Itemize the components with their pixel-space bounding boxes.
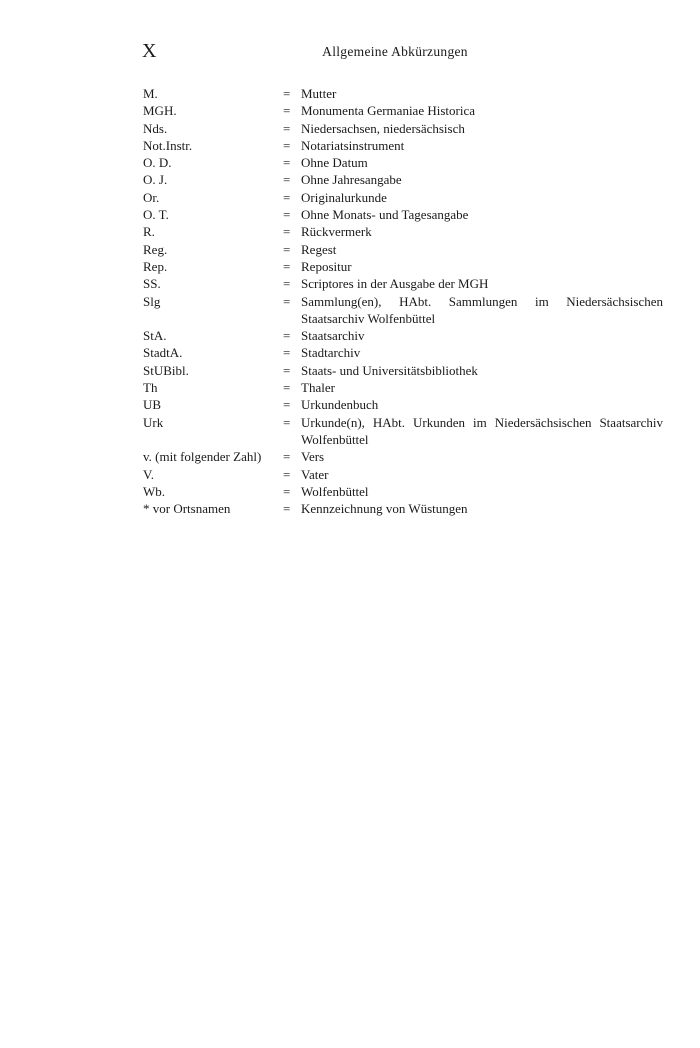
equals-sign: = <box>283 258 291 274</box>
page-title: Allgemeine Abkürzungen <box>322 44 468 59</box>
abbreviation-term: Urk <box>143 414 164 430</box>
abbreviation-term: * vor Ortsnamen <box>143 501 231 517</box>
abbreviation-term: MGH. <box>143 103 177 119</box>
abbreviation-term: V. <box>143 466 154 482</box>
abbreviation-row <box>143 171 663 188</box>
abbreviation-term: Or. <box>143 189 160 205</box>
abbreviation-row <box>143 189 663 206</box>
abbreviation-meaning: Thaler <box>301 380 335 396</box>
equals-sign: = <box>283 189 291 205</box>
abbreviation-row <box>143 362 663 379</box>
abbreviation-row <box>143 466 663 483</box>
abbreviation-row <box>143 120 663 137</box>
abbreviation-meaning: Kennzeichnung von Wüstungen <box>301 501 468 517</box>
abbreviation-row <box>143 154 663 171</box>
equals-sign: = <box>283 483 291 499</box>
abbreviation-row <box>143 448 663 465</box>
equals-sign: = <box>283 466 291 482</box>
abbreviation-meaning: Rückvermerk <box>301 224 372 240</box>
abbreviation-row <box>143 327 663 344</box>
abbreviation-term: O. T. <box>143 207 169 223</box>
abbreviation-meaning: Sammlung(en), HAbt. Sammlungen im Niedersächsischen Staatsarchiv Wolfenbüttel <box>301 293 663 326</box>
abbreviation-meaning: Originalurkunde <box>301 189 387 205</box>
abbreviation-row <box>143 414 663 449</box>
equals-sign: = <box>283 501 291 517</box>
abbreviation-meaning: Scriptores in der Ausgabe der MGH <box>301 276 489 292</box>
abbreviation-row <box>143 223 663 240</box>
abbreviation-row <box>143 344 663 361</box>
abbreviation-term: Not.Instr. <box>143 137 193 153</box>
equals-sign: = <box>283 137 291 153</box>
equals-sign: = <box>283 103 291 119</box>
equals-sign: = <box>283 86 291 101</box>
abbreviation-term: O. J. <box>143 172 168 188</box>
equals-sign: = <box>283 362 291 378</box>
equals-sign: = <box>283 397 291 413</box>
abbreviation-term: StA. <box>143 328 167 344</box>
equals-sign: = <box>283 172 291 188</box>
abbreviation-row <box>143 500 663 517</box>
equals-sign: = <box>283 224 291 240</box>
equals-sign: = <box>283 380 291 396</box>
abbreviation-row <box>143 293 663 328</box>
abbreviation-term: v. (mit folgender Zahl) <box>143 449 262 465</box>
abbreviation-meaning: Mutter <box>301 86 337 101</box>
abbreviation-term: R. <box>143 224 155 240</box>
abbreviation-term: M. <box>143 86 158 101</box>
abbreviation-meaning: Stadtarchiv <box>301 345 361 361</box>
abbreviation-meaning: Ohne Monats- und Tagesangabe <box>301 207 469 223</box>
abbreviation-meaning: Niedersachsen, niedersächsisch <box>301 120 465 136</box>
abbreviation-row <box>143 206 663 223</box>
page-number: X <box>142 40 157 62</box>
abbreviation-row <box>143 483 663 500</box>
equals-sign: = <box>283 449 291 465</box>
abbreviation-term: Slg <box>143 293 161 309</box>
abbreviation-meaning: Monumenta Germaniae Historica <box>301 103 475 119</box>
equals-sign: = <box>283 155 291 171</box>
abbreviation-term: SS. <box>143 276 161 292</box>
abbreviation-term: Th <box>143 380 158 396</box>
abbreviation-meaning: Wolfenbüttel <box>301 483 369 499</box>
abbreviation-term: StadtA. <box>143 345 183 361</box>
equals-sign: = <box>283 414 291 430</box>
abbreviation-meaning: Urkunde(n), HAbt. Urkunden im Niedersächsischen Staatsarchiv Wolfenbüttel <box>301 414 663 447</box>
abbreviation-row <box>143 137 663 154</box>
abbreviation-term: Wb. <box>143 483 166 499</box>
abbreviation-row <box>143 85 663 102</box>
abbreviation-meaning: Staats- und Universitätsbibliothek <box>301 362 478 378</box>
abbreviation-meaning: Repositur <box>301 258 352 274</box>
equals-sign: = <box>283 276 291 292</box>
abbreviation-meaning: Ohne Jahresangabe <box>301 172 402 188</box>
abbreviation-meaning: Ohne Datum <box>301 155 368 171</box>
abbreviation-term: Nds. <box>143 120 168 136</box>
abbreviation-term: Rep. <box>143 258 168 274</box>
abbreviation-meaning: Staatsarchiv <box>301 328 365 344</box>
abbreviation-meaning: Regest <box>301 241 337 257</box>
abbreviation-meaning: Vater <box>301 466 329 482</box>
abbreviation-row <box>143 396 663 413</box>
abbreviation-meaning: Notariatsinstrument <box>301 137 405 153</box>
abbreviation-term: StUBibl. <box>143 362 189 378</box>
abbreviation-row <box>143 241 663 258</box>
abbreviation-term: O. D. <box>143 155 172 171</box>
equals-sign: = <box>283 328 291 344</box>
abbreviation-row <box>143 379 663 396</box>
abbreviation-term: Reg. <box>143 241 168 257</box>
abbreviation-row <box>143 275 663 292</box>
abbreviation-list <box>143 85 663 517</box>
equals-sign: = <box>283 293 291 309</box>
equals-sign: = <box>283 207 291 223</box>
abbreviation-meaning: Urkundenbuch <box>301 397 379 413</box>
equals-sign: = <box>283 345 291 361</box>
abbreviation-term: UB <box>143 397 162 413</box>
abbreviation-meaning: Vers <box>301 449 325 465</box>
equals-sign: = <box>283 241 291 257</box>
abbreviation-row <box>143 102 663 119</box>
abbreviation-row <box>143 258 663 275</box>
equals-sign: = <box>283 120 291 136</box>
